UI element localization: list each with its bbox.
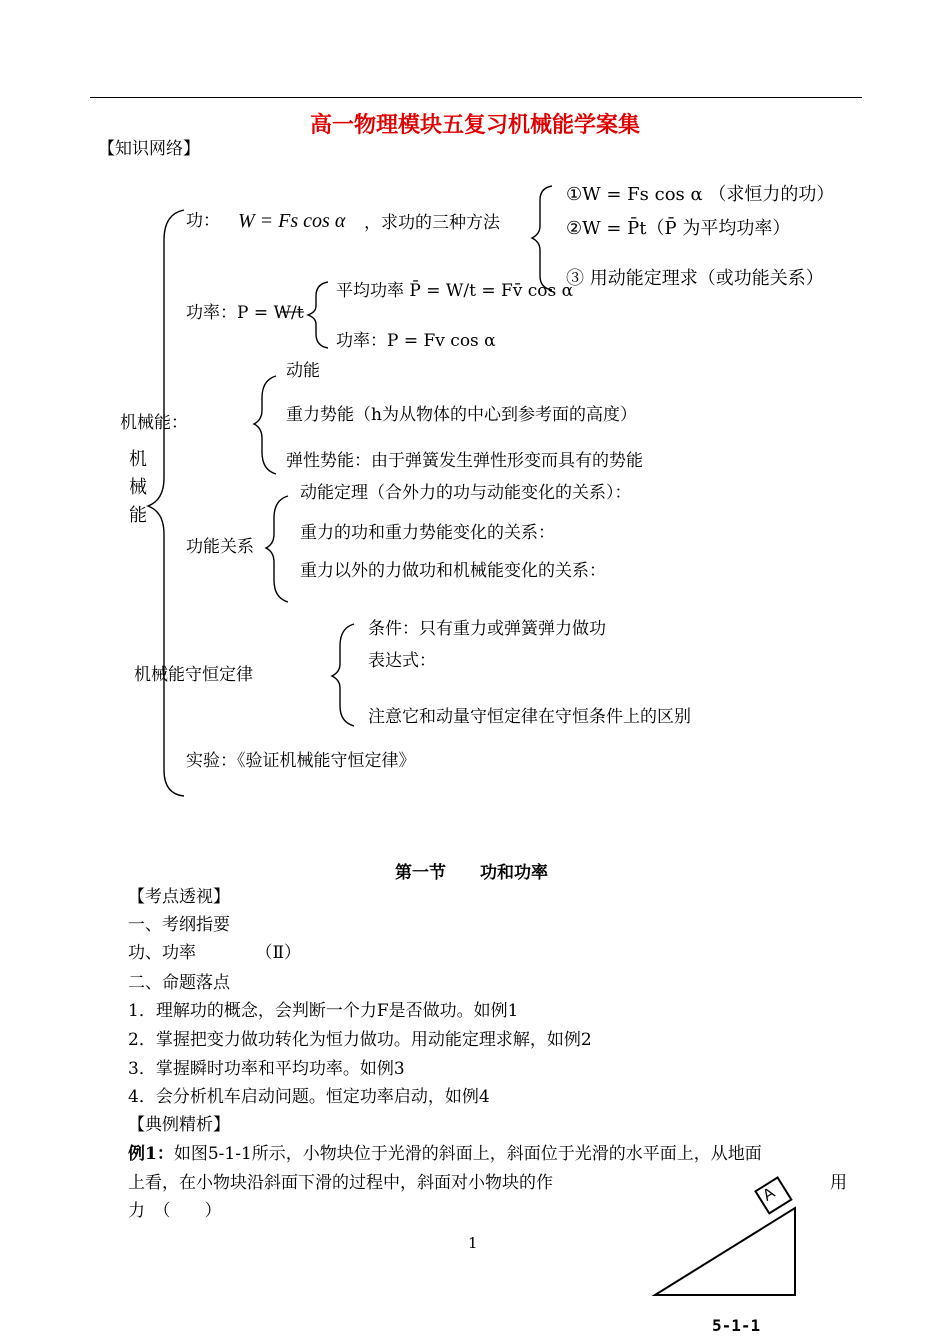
conservation-expression: 表达式：: [368, 651, 436, 671]
work-energy-2: 重力的功和重力势能变化的关系：: [300, 523, 555, 543]
work-methods: ，求功的三种方法: [364, 213, 500, 233]
experiment-label: 实验：《验证机械能守恒定律》: [186, 751, 416, 771]
block-label: A: [760, 1184, 779, 1205]
kinetic-energy: 动能: [286, 361, 320, 381]
conservation-brace: [332, 624, 354, 726]
page-number: 1: [468, 1234, 478, 1252]
instant-power: 功率：P = Fv cos α: [336, 331, 496, 351]
work-formula: W = Fs cos α: [238, 210, 346, 232]
root-brace: [148, 210, 184, 796]
example-label: 【典例精析】: [128, 1115, 230, 1135]
outline-item: 功、功率 （Ⅱ）: [128, 943, 302, 963]
example-1-line-2: 上看，在小物块沿斜面下滑的过程中，斜面对小物块的作: [128, 1173, 553, 1193]
method-3: ③ 用动能定理求（或功能关系）: [566, 268, 824, 289]
focus-item-1: 1．理解功的概念，会判断一个力F是否做功。如例1: [128, 1001, 519, 1021]
elastic-potential: 弹性势能：由于弹簧发生弹性形变而具有的势能: [286, 451, 643, 471]
example-1-line-1: [128, 1143, 762, 1165]
section-heading: 第一节 功和功率: [395, 863, 548, 883]
document-title: 高一物理模块五复习机械能学案集: [309, 112, 640, 138]
incline-triangle: [655, 1208, 795, 1295]
gravity-potential: 重力势能（h为从物体的中心到参考面的高度）: [286, 405, 637, 425]
work-energy-label: 功能关系: [186, 537, 254, 557]
method-2: ②W = P̄t（P̄ 为平均功率）: [566, 218, 791, 239]
energy-brace: [254, 376, 276, 474]
energy-label: 机械能：: [120, 413, 188, 433]
conservation-label: 机械能守恒定律: [134, 665, 253, 685]
methods-brace: [532, 186, 552, 290]
exam-label: 【考点透视】: [128, 887, 230, 907]
work-label: 功：: [186, 211, 220, 231]
outline-heading: 一、考纲指要: [128, 915, 230, 935]
conservation-condition: 条件：只有重力或弹簧弹力做功: [368, 619, 606, 639]
example-1-line-2-tail: 用: [830, 1173, 847, 1193]
method-1: ①W = Fs cos α （求恒力的功）: [566, 184, 835, 205]
knowledge-network-label: 【知识网络】: [98, 139, 200, 159]
average-power: 平均功率 P̄ = W/t = Fv̄ cos α: [336, 281, 574, 301]
power-label: 功率：P = W/t: [186, 303, 304, 323]
focus-item-4: 4．会分析机车启动问题。恒定功率启动，如例4: [128, 1087, 490, 1107]
conservation-note: 注意它和动量守恒定律在守恒条件上的区别: [368, 707, 691, 727]
root-label: 机械能: [129, 449, 147, 526]
example-1-text: 如图5-1-1所示，小物块位于光滑的斜面上，斜面位于光滑的水平面上，从地面: [173, 1144, 762, 1164]
example-1-line-3: 力 （ ）: [128, 1201, 222, 1221]
figure-caption: 5-1-1: [712, 1316, 761, 1335]
power-brace: [308, 282, 328, 348]
focus-item-3: 3．掌握瞬时功率和平均功率。如例3: [128, 1059, 405, 1079]
work-energy-brace: [266, 496, 288, 602]
work-energy-1: 动能定理（合外力的功与动能变化的关系）：: [300, 483, 632, 503]
focus-heading: 二、命题落点: [128, 973, 230, 993]
focus-item-2: 2．掌握把变力做功转化为恒力做功。用动能定理求解，如例2: [128, 1030, 592, 1050]
example-1-label: 例1：: [128, 1144, 174, 1164]
work-energy-3: 重力以外的力做功和机械能变化的关系：: [300, 561, 606, 581]
